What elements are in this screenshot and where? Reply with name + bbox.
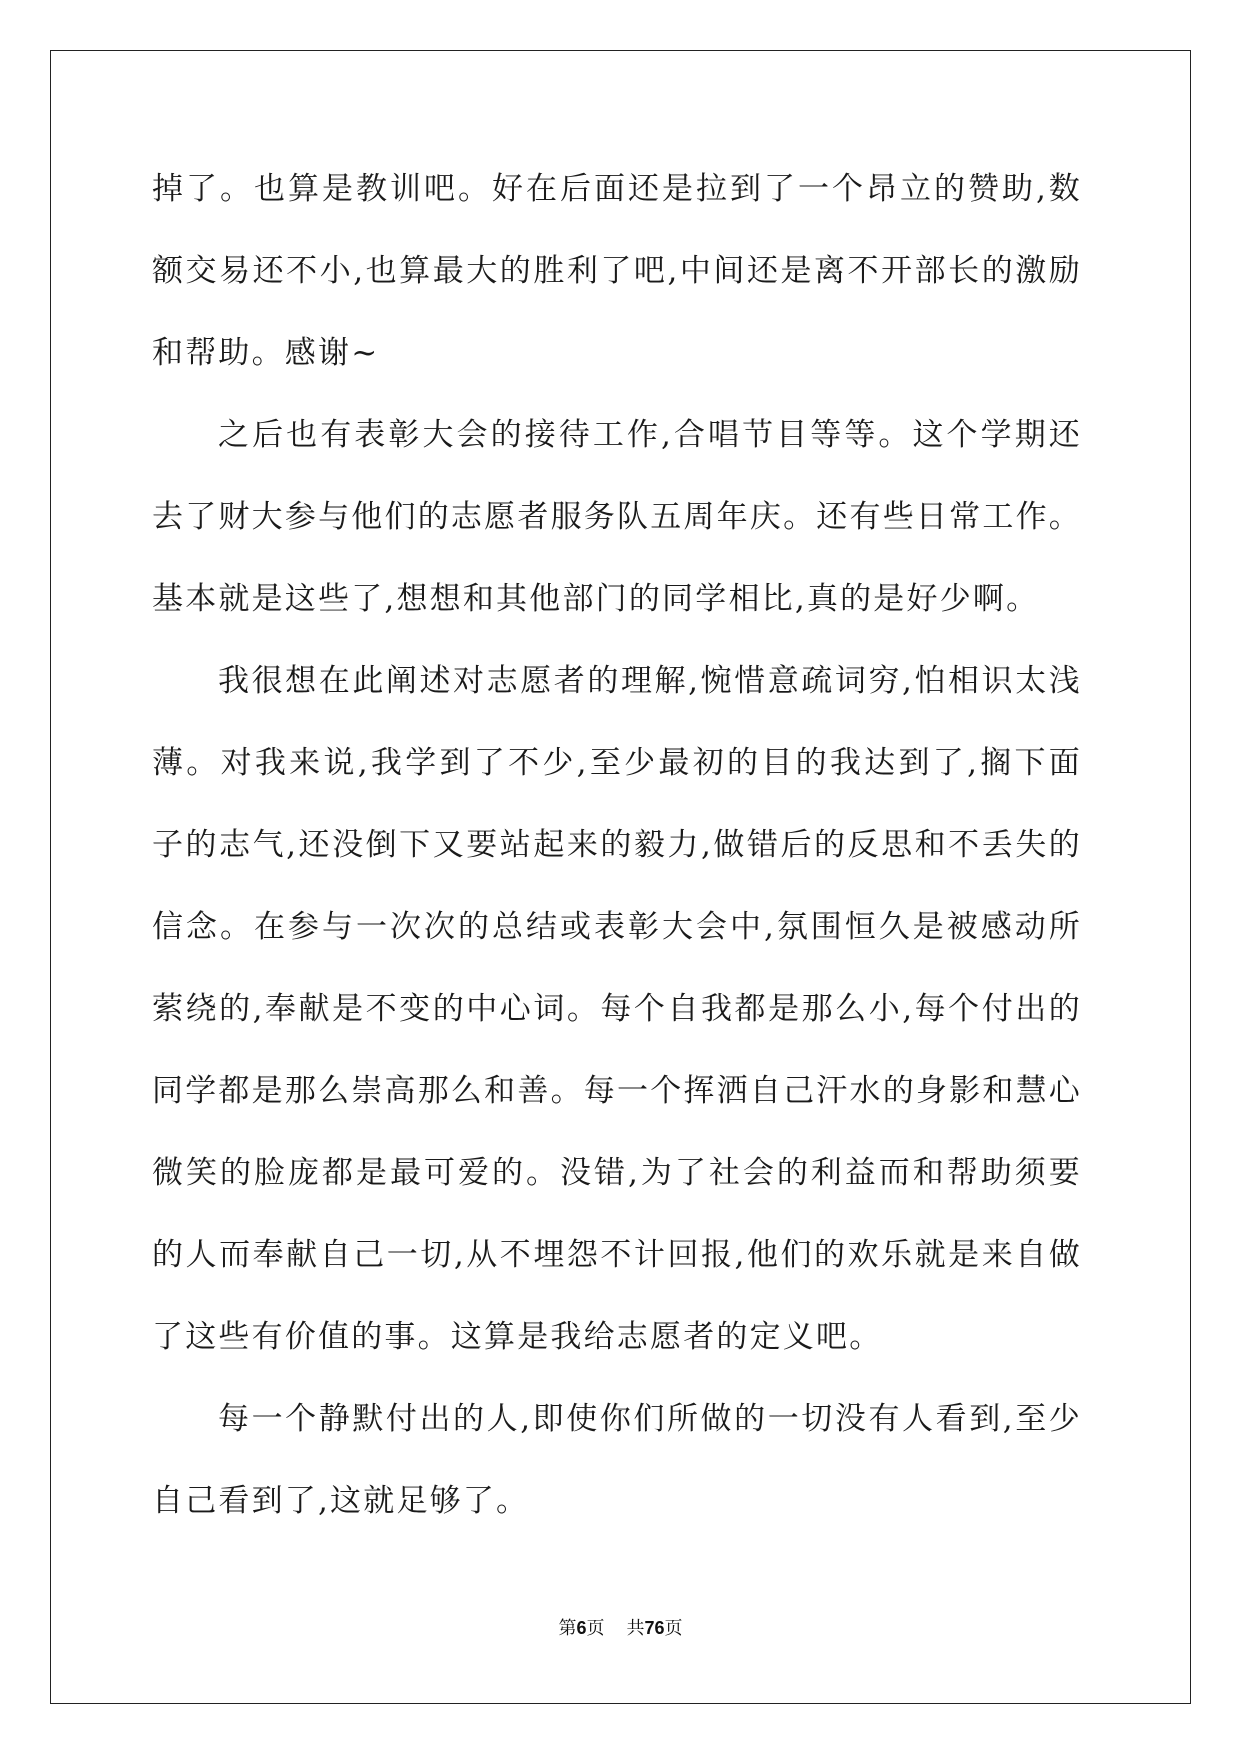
document-body: [152, 148, 1082, 1542]
total-pages-number: 76: [644, 1618, 665, 1638]
paragraph-2: 之后也有表彰大会的接待工作,合唱节目等等。这个学期还去了财大参与他们的志愿者服务队五周年庆。还有些日常工作。基本就是这些了,想想和其他部门的同学相比,真的是好少啊。: [152, 417, 1082, 617]
total-suffix: 页: [664, 1618, 683, 1639]
paragraph-4: 每一个静默付出的人,即使你们所做的一切没有人看到,至少自己看到了,这就足够了。: [152, 1401, 1082, 1519]
page-suffix: 页: [586, 1618, 605, 1639]
paragraph-3: 我很想在此阐述对志愿者的理解,惋惜意疏词穷,怕相识太浅薄。对我来说,我学到了不少,至少最初的目的我达到了,搁下面子的志气,还没倒下又要站起来的毅力,做错后的反思和不丢失的信念。在参与一次次的总结或表彰大会中,氛围恒久是被感动所萦绕的,奉献是不变的中心词。每个自我都是那么小,每个付出的同学都是那么崇高那么和善。每一个挥洒自己汗水的身影和慧心微笑的脸庞都是最可爱的。没错,为了社会的利益而和帮助须要的人而奉献自己一切,从不埋怨不计回报,他们的欢乐就是来自做了这些有价值的事。这算是我给志愿者的定义吧。: [152, 663, 1082, 1355]
total-prefix: 共: [626, 1618, 645, 1639]
current-page-number: 6: [576, 1618, 587, 1638]
page-number-footer: [0, 1614, 1241, 1640]
page-prefix: 第: [558, 1618, 577, 1639]
paragraph-1: 掉了。也算是教训吧。好在后面还是拉到了一个昂立的赞助,数额交易还不小,也算最大的胜利了吧,中间还是离不开部长的激励和帮助。感谢~: [152, 171, 1082, 371]
